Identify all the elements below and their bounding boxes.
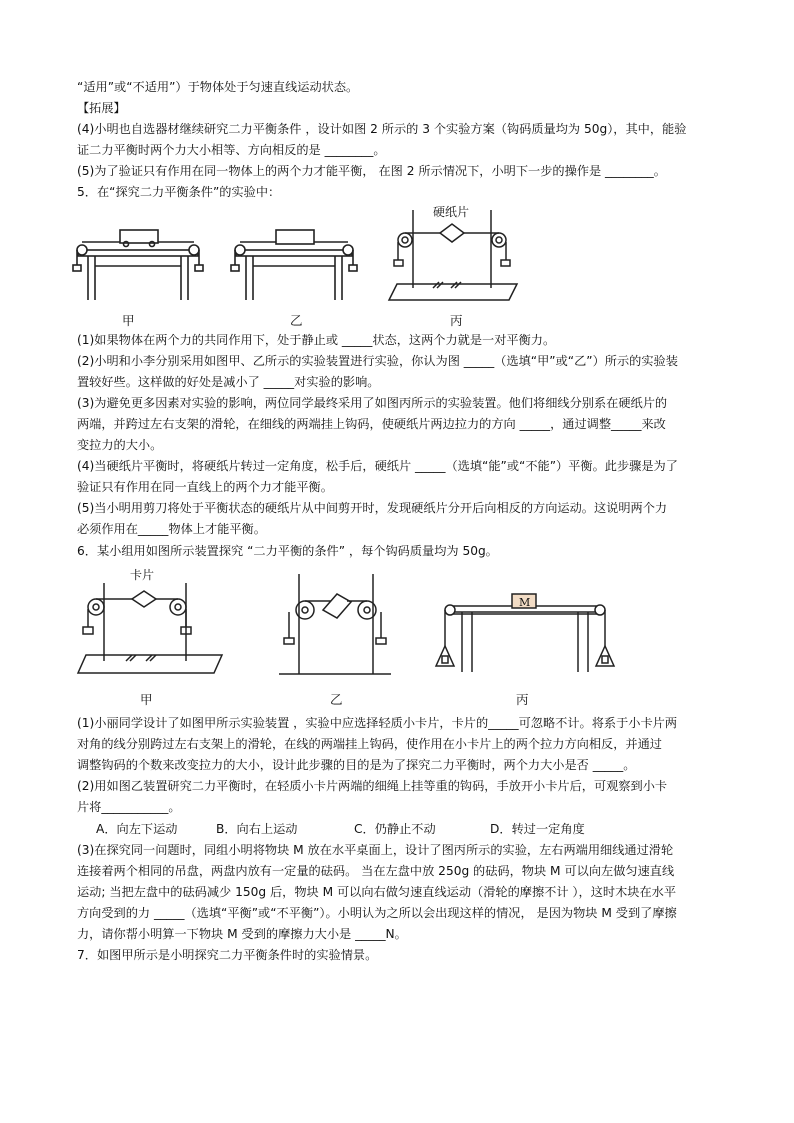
- figure-q5-jia: [70, 220, 210, 330]
- text-line: 方向受到的力 _____（选填“平衡”或“不平衡”）。小明认为之所以会出现这样的情况， 是因为物块 M 受到了摩擦: [77, 906, 677, 920]
- text-line: (4)当硬纸片平衡时，将硬纸片转过一定角度，松手后，硬纸片 _____（选填“能”或“不能”）平衡。此步骤是为了: [77, 459, 678, 473]
- text-line: 必须作用在_____物体上才能平衡。: [77, 522, 266, 536]
- caption-q6-jia: 甲: [140, 692, 153, 707]
- text-line: (3)为避免更多因素对实验的影响，两位同学最终采用了如图丙所示的实验装置。他们将细线分别系在硬纸片的: [77, 396, 668, 410]
- text-line: (1)如果物体在两个力的共同作用下，处于静止或 _____状态，这两个力就是一对平衡力。: [77, 333, 556, 347]
- caption-q6-bing: 丙: [516, 692, 529, 707]
- caption-q5-yi: 乙: [290, 313, 303, 328]
- question-heading: 7．如图甲所示是小明探究二力平衡条件时的实验情景。: [77, 948, 378, 962]
- text-line: 【拓展】: [77, 101, 126, 115]
- hard-card-label: 硬纸片: [433, 205, 470, 219]
- figure-q6-yi: [275, 570, 395, 682]
- caption-q6-yi: 乙: [330, 692, 343, 707]
- text-line: 对角的线分别跨过左右支架上的滑轮，在线的两端挂上钩码，使作用在小卡片上的两个拉力方向相反，并通过: [77, 737, 662, 751]
- text-line: 验证只有作用在同一直线上的两个力才能平衡。: [77, 480, 333, 494]
- card-label: 卡片: [130, 568, 155, 582]
- question-heading: 5．在“探究二力平衡条件”的实验中：: [77, 185, 281, 199]
- text-line: 证二力平衡时两个力大小相等、方向相反的是 ________。: [77, 143, 386, 157]
- text-line: 调整钩码的个数来改变拉力的大小，设计此步骤的目的是为了探究二力平衡时，两个力大小是否 _____。: [77, 758, 636, 772]
- text-line: (5)为了验证只有作用在同一物体上的两个力才能平衡， 在图 2 所示情况下，小明下一步的操作是 ________。: [77, 164, 666, 178]
- text-line: 变拉力的大小。: [77, 438, 163, 452]
- option-b: B．向右上运动: [216, 822, 298, 836]
- block-m-label: M: [519, 596, 531, 609]
- text-line: 运动; 当把左盘中的砝码减少 150g 后，物块 M 可以向右做匀速直线运动（滑轮的摩擦不计 ），这时木块在水平: [77, 885, 677, 899]
- text-line: (4)小明也自选器材继续研究二力平衡条件 ，设计如图 2 所示的 3 个实验方案（钩码质量均为 50g），其中，能验: [77, 122, 687, 136]
- option-d: D．转过一定角度: [490, 822, 585, 836]
- option-a: A．向左下运动: [96, 822, 178, 836]
- option-c: C．仍静止不动: [354, 822, 436, 836]
- text-line: 片将___________。: [77, 800, 181, 814]
- caption-q5-jia: 甲: [122, 313, 135, 328]
- text-line: (2)用如图乙装置研究二力平衡时，在轻质小卡片两端的细绳上挂等重的钩码，手放开小卡片后，可观察到小卡: [77, 779, 668, 793]
- figure-q5-bing: [385, 200, 525, 308]
- text-line: (5)当小明用剪刀将处于平衡状态的硬纸片从中间剪开时，发现硬纸片分开后向相反的方向运动。这说明两个力: [77, 501, 668, 515]
- text-line: “适用”或“不适用”）于物体处于匀速直线运动状态。: [77, 80, 359, 94]
- figure-q6-bing: [432, 592, 617, 680]
- caption-q5-bing: 丙: [450, 313, 463, 328]
- text-line: (2)小明和小李分别采用如图甲、乙所示的实验装置进行实验，你认为图 _____（选填“甲”或“乙”）所示的实验装: [77, 354, 678, 368]
- text-line: 连接着两个相同的吊盘，两盘内放有一定量的砝码。 当在左盘中放 250g 的砝码，物块 M 可以向左做匀速直线: [77, 864, 675, 878]
- question-heading: 6．某小组用如图所示装置探究 “二力平衡的条件” ，每个钩码质量均为 50g。: [77, 544, 498, 558]
- text-line: (3)在探究同一问题时，同组小明将物块 M 放在水平桌面上，设计了图丙所示的实验，左右两端用细线通过滑轮: [77, 843, 674, 857]
- text-line: 力，请你帮小明算一下物块 M 受到的摩擦力大小是 _____N。: [77, 927, 407, 941]
- text-line: 两端，并跨过左右支架的滑轮，在细线的两端挂上钩码，使硬纸片两边拉力的方向 _____，通过调整_____来改: [77, 417, 666, 431]
- text-line: (1)小丽同学设计了如图甲所示实验装置 ，实验中应选择轻质小卡片，卡片的_____可忽略不计。将系于小卡片两: [77, 716, 678, 730]
- figure-q6-jia: [74, 565, 224, 683]
- text-line: 置较好些。这样做的好处是减小了 _____对实验的影响。: [77, 375, 380, 389]
